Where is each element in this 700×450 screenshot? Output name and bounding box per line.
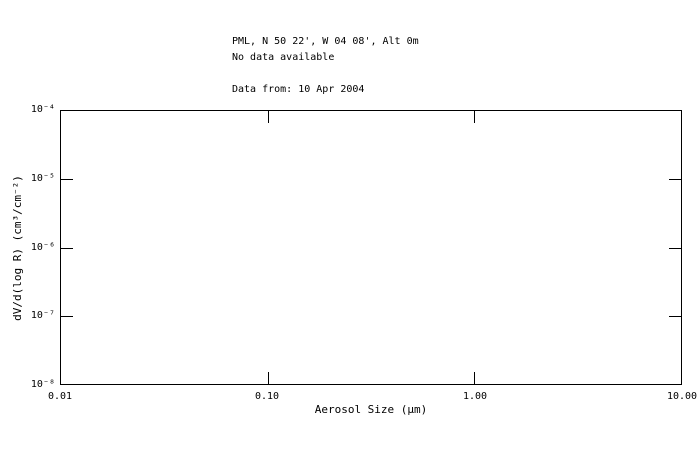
status-message: No data available	[232, 52, 335, 63]
y-tick	[669, 248, 681, 249]
y-tick	[669, 179, 681, 180]
y-tick-label: 10⁻⁴	[30, 104, 55, 115]
data-date-line: Data from: 10 Apr 2004	[232, 84, 365, 95]
y-tick-label: 10⁻⁶	[30, 242, 55, 253]
y-axis-title: dV/d(log R) (cm³/cm⁻²)	[11, 175, 24, 321]
plot-frame	[60, 110, 682, 385]
x-tick	[268, 111, 269, 123]
y-tick-label: 10⁻⁵	[30, 173, 55, 184]
x-axis-title: Aerosol Size (µm)	[314, 403, 428, 416]
y-tick	[61, 316, 73, 317]
y-tick	[61, 179, 73, 180]
y-tick	[669, 316, 681, 317]
y-tick	[61, 248, 73, 249]
y-tick-label: 10⁻⁷	[30, 310, 55, 321]
station-title: PML, N 50 22', W 04 08', Alt 0m	[232, 36, 419, 47]
x-tick-label: 10.00	[666, 391, 698, 402]
x-tick	[474, 372, 475, 384]
x-tick-label: 1.00	[462, 391, 488, 402]
x-tick-label: 0.01	[47, 391, 73, 402]
x-tick	[268, 372, 269, 384]
y-tick-label: 10⁻⁸	[30, 379, 55, 390]
x-tick	[474, 111, 475, 123]
x-tick-label: 0.10	[254, 391, 280, 402]
